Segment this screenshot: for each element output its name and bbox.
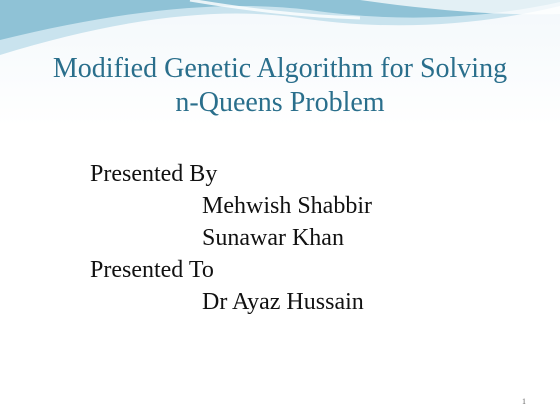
presented-by-label: Presented By: [90, 161, 218, 187]
slide-title-line-1: Modified Genetic Algorithm for Solving: [52, 53, 508, 84]
presenter-name-2: Sunawar Khan: [202, 225, 344, 251]
slide-number: 1: [522, 397, 526, 406]
recipient-name: Dr Ayaz Hussain: [202, 289, 364, 315]
slide-title-line-2: n-Queens Problem: [175, 87, 385, 118]
presenter-name-1: Mehwish Shabbir: [202, 193, 372, 219]
presented-to-label: Presented To: [90, 257, 214, 283]
